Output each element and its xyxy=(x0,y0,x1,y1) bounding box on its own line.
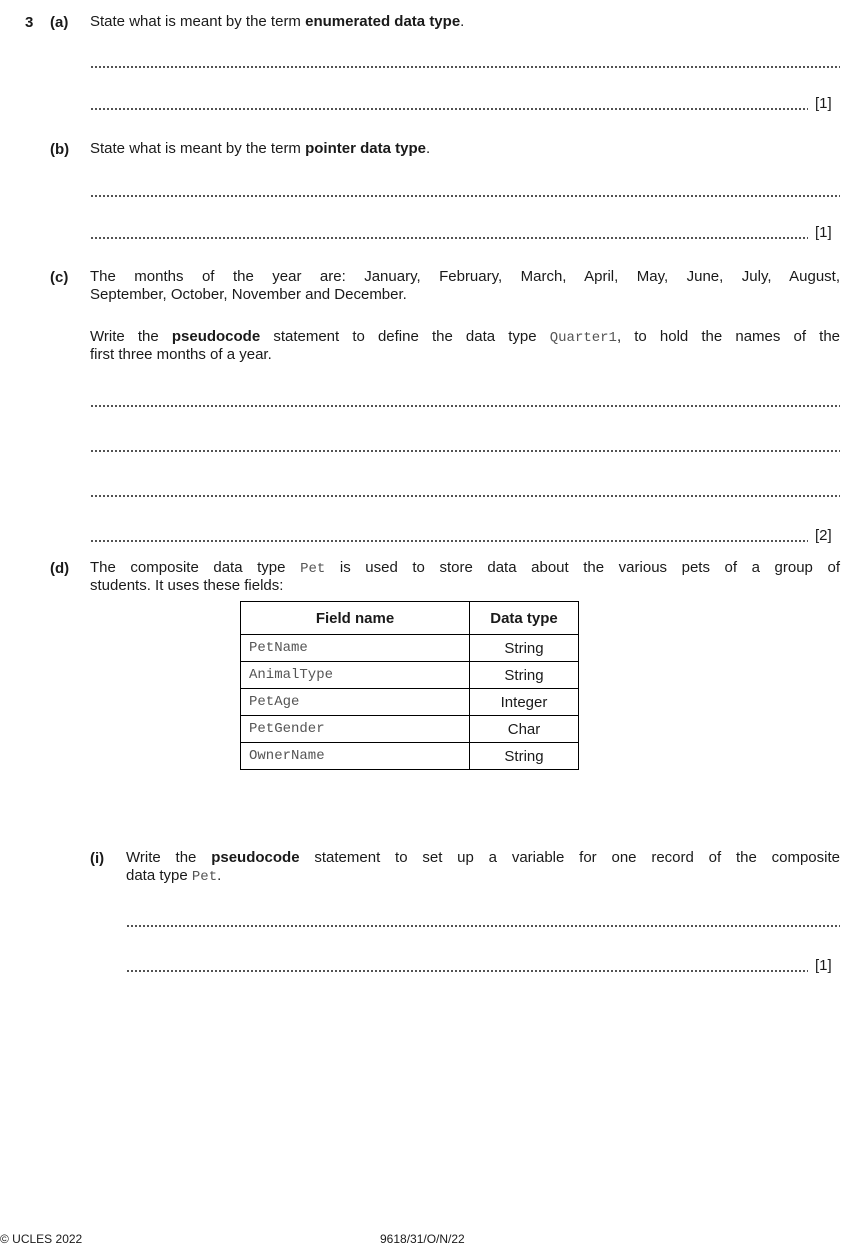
part-a-question xyxy=(90,12,464,32)
data-type-cell: String xyxy=(470,743,579,770)
answer-line[interactable] xyxy=(90,237,808,239)
field-name-cell: PetGender xyxy=(241,716,470,743)
part-c-prompt-line-2: first three months of a year. xyxy=(90,346,272,363)
field-name-cell: PetAge xyxy=(241,689,470,716)
part-c-line-1: The months of the year are: January, February, March, April, May, June, July, August, xyxy=(90,268,840,285)
answer-line[interactable] xyxy=(90,405,840,407)
part-c-prompt-pre: Write the xyxy=(90,328,172,345)
part-a-term: enumerated data type xyxy=(305,13,461,30)
part-b-text-pre: State what is meant by the term xyxy=(90,140,306,157)
answer-line[interactable] xyxy=(90,495,840,497)
table-header: Data type xyxy=(470,602,579,635)
part-d-i-line-1-bold: pseudocode xyxy=(211,849,300,866)
table-header: Field name xyxy=(241,602,470,635)
part-c-prompt-bold: pseudocode xyxy=(171,328,261,345)
part-c-mark: [2] xyxy=(815,527,832,544)
answer-line[interactable] xyxy=(90,66,840,68)
table-header-row xyxy=(241,602,579,635)
part-d-i-line-1-pre: Write the xyxy=(126,849,212,866)
data-type-cell: Integer xyxy=(470,689,579,716)
footer-paper-code: 9618/31/O/N/22 xyxy=(380,1232,465,1246)
answer-line[interactable] xyxy=(90,540,808,542)
footer-copyright: © UCLES 2022 xyxy=(0,1232,83,1246)
part-b-mark: [1] xyxy=(815,224,832,241)
data-type-cell: String xyxy=(470,662,579,689)
part-a-label: (a) xyxy=(50,14,69,31)
answer-line[interactable] xyxy=(126,925,840,927)
part-d-line-2: students. It uses these fields: xyxy=(90,577,284,594)
pet-type-name: Pet xyxy=(300,561,326,577)
pet-type-name: Pet xyxy=(191,869,218,885)
part-b-term: pointer data type xyxy=(305,140,426,157)
part-d-label: (d) xyxy=(50,560,70,577)
answer-line[interactable] xyxy=(90,108,808,110)
table-row xyxy=(241,662,579,689)
table-row xyxy=(241,635,579,662)
answer-line[interactable] xyxy=(90,195,840,197)
part-d-i-line-2-post: . xyxy=(217,867,222,884)
field-name-cell: AnimalType xyxy=(241,662,470,689)
part-c-line-2: September, October, November and December. xyxy=(90,286,407,303)
data-type-cell: Char xyxy=(470,716,579,743)
field-name-cell: PetName xyxy=(241,635,470,662)
part-a-mark: [1] xyxy=(815,95,832,112)
part-d-i-line-2-pre: data type xyxy=(126,867,192,884)
part-d-line-1-pre: The composite data type xyxy=(90,559,301,576)
part-d-i-line-1 xyxy=(126,848,840,868)
table-row xyxy=(241,716,579,743)
part-c-label: (c) xyxy=(50,269,69,286)
part-d-i-line-2 xyxy=(126,866,221,887)
answer-line[interactable] xyxy=(90,450,840,452)
answer-line[interactable] xyxy=(126,970,808,972)
field-name-cell: OwnerName xyxy=(241,743,470,770)
part-a-text-pre: State what is meant by the term xyxy=(90,13,306,30)
part-a-text-post: . xyxy=(460,13,465,30)
table-row xyxy=(241,743,579,770)
data-type-name: Quarter1 xyxy=(549,330,617,346)
part-c-prompt-post: , to hold the names of the xyxy=(616,328,841,345)
fields-table xyxy=(240,601,579,770)
part-d-i-mark: [1] xyxy=(815,957,832,974)
question-number: 3 xyxy=(25,14,34,31)
part-b-question xyxy=(90,139,430,159)
part-d-i-label: (i) xyxy=(90,850,105,867)
table-row xyxy=(241,689,579,716)
part-b-label: (b) xyxy=(50,141,70,158)
part-c-prompt-mid: statement to define the data type xyxy=(260,328,550,345)
part-d-line-1-post: is used to store data about the various pets of a group of xyxy=(325,559,840,576)
part-b-text-post: . xyxy=(425,140,431,157)
part-d-i-line-1-post: statement to set up a variable for one record of the composite xyxy=(299,849,840,866)
data-type-cell: String xyxy=(470,635,579,662)
